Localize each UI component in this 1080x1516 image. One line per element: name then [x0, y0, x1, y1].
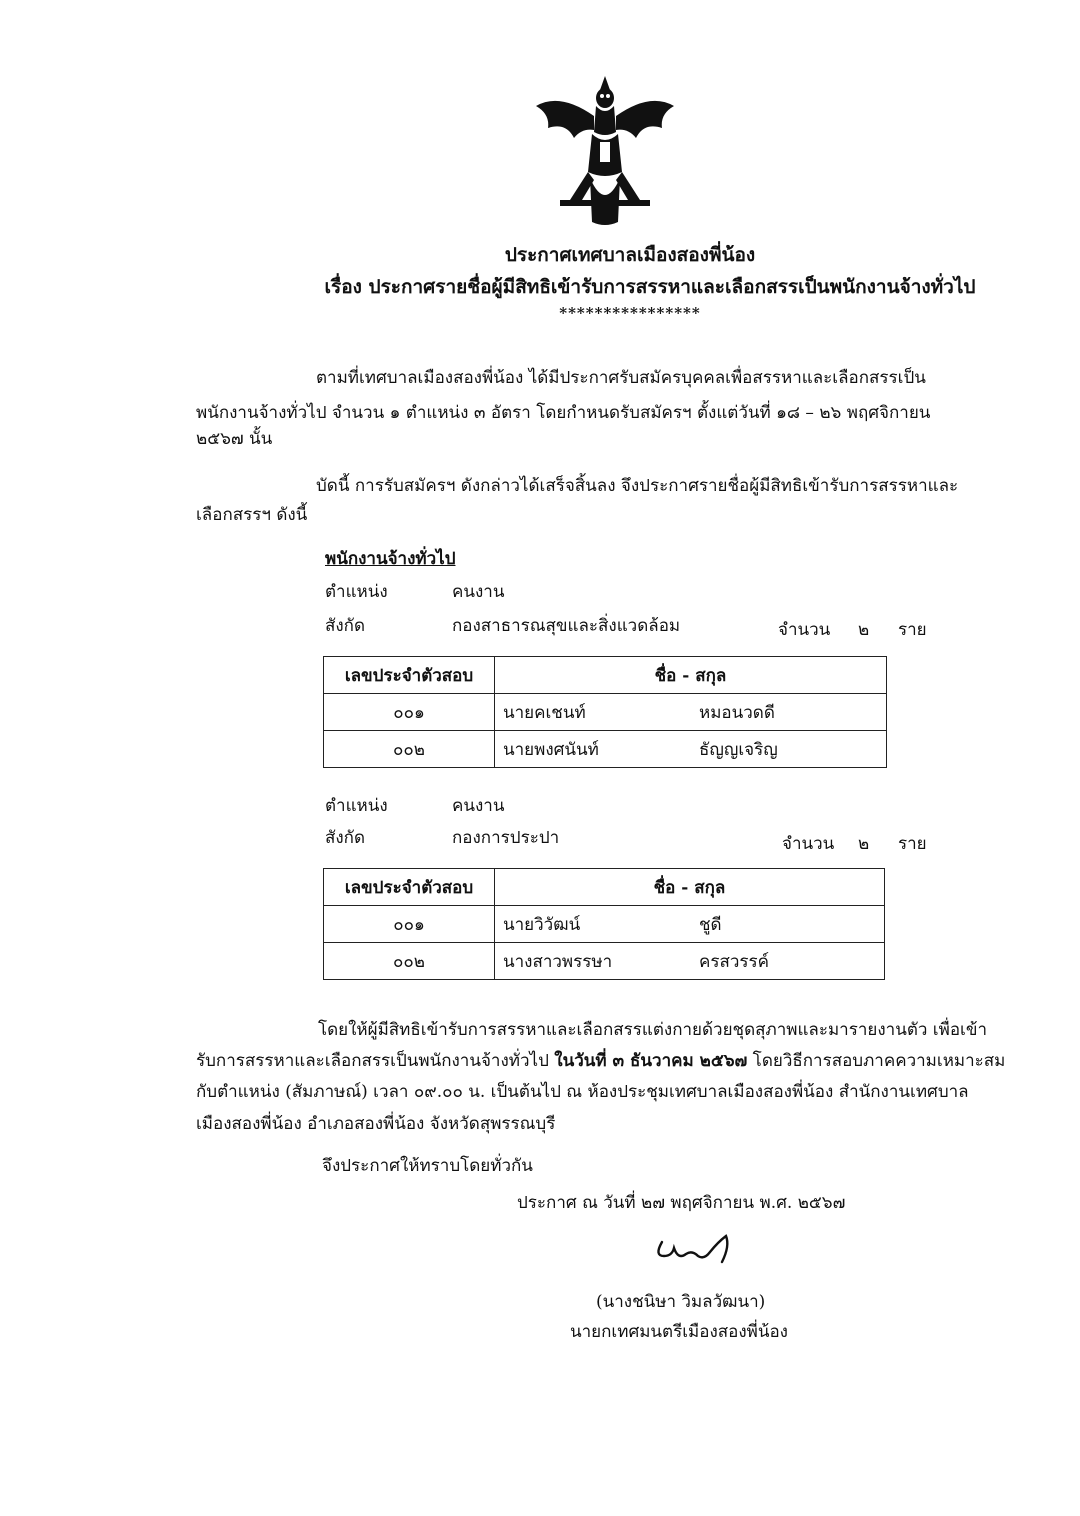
last-name-cell: ธัญญเจริญ: [691, 731, 887, 768]
group2-position-label: ตำแหน่ง: [325, 796, 388, 816]
group2-candidate-table: [323, 868, 885, 980]
announcement-title: ประกาศเทศบาลเมืองสองพี่น้อง: [504, 244, 756, 266]
first-name-cell: นายคเชนท์: [495, 694, 692, 731]
closing-line4: เมืองสองพี่น้อง อำเภอสองพี่น้อง จังหวัดสุพรรณบุรี: [196, 1114, 556, 1134]
table-header-row: [324, 657, 887, 694]
first-name-cell: นางสาวพรรษา: [495, 943, 692, 980]
group2-count-label: จำนวน: [782, 834, 835, 854]
closing-line2-start: รับการสรรหาและเลือกสรรเป็นพนักงานจ้างทั่วไป: [196, 1051, 555, 1071]
group1-affiliation-label: สังกัด: [325, 616, 366, 636]
intro-p1-line3: ๒๕๖๗ นั้น: [196, 429, 273, 449]
section-title: พนักงานจ้างทั่วไป: [325, 549, 456, 569]
group2-position-value: คนงาน: [452, 796, 505, 816]
exam-id-cell: ๐๐๒: [324, 943, 495, 980]
last-name-cell: ชูดี: [691, 906, 885, 943]
exam-id-cell: ๐๐๒: [324, 731, 495, 768]
closing-line1: โดยให้ผู้มีสิทธิเข้ารับการสรรหาและเลือกสรรแต่งกายด้วยชุดสุภาพและมารายงานตัว เพื่อเข้า: [318, 1020, 988, 1040]
announce-date: ประกาศ ณ วันที่ ๒๗ พฤศจิกายน พ.ศ. ๒๕๖๗: [517, 1193, 846, 1213]
table-row: [324, 906, 885, 943]
group2-count-unit: ราย: [898, 834, 927, 854]
announcement-subject: เรื่อง ประกาศรายชื่อผู้มีสิทธิเข้ารับการสรรหาและเลือกสรรเป็นพนักงานจ้างทั่วไป: [324, 276, 976, 298]
exam-id-cell: ๐๐๑: [324, 906, 495, 943]
group1-position-label: ตำแหน่ง: [325, 582, 388, 602]
col-exam-id-header: เลขประจำตัวสอบ: [324, 657, 495, 694]
separator-stars: ****************: [559, 304, 701, 322]
exam-id-cell: ๐๐๑: [324, 694, 495, 731]
group1-position-value: คนงาน: [452, 582, 505, 602]
signature-icon: [652, 1232, 742, 1268]
intro-p1-line1: ตามที่เทศบาลเมืองสองพี่น้อง ได้มีประกาศรับสมัครบุคคลเพื่อสรรหาและเลือกสรรเป็น: [316, 368, 926, 388]
group2-affiliation-value: กองการประปา: [452, 828, 560, 848]
table-header-row: [324, 869, 885, 906]
exam-date-emphasis: ในวันที่ ๓ ธันวาคม ๒๕๖๗: [554, 1051, 748, 1071]
group1-count-label: จำนวน: [778, 620, 831, 640]
closing-line2-end: โดยวิธีการสอบภาคความเหมาะสม: [747, 1051, 1006, 1071]
table-row: [324, 694, 887, 731]
signer-title: นายกเทศมนตรีเมืองสองพี่น้อง: [570, 1322, 788, 1342]
closing-line3: กับตำแหน่ง (สัมภาษณ์) เวลา ๐๙.๐๐ น. เป็นต้นไป ณ ห้องประชุมเทศบาลเมืองสองพี่น้อง สำนักงานเทศบาล: [196, 1082, 969, 1102]
first-name-cell: นายพงศนันท์: [495, 731, 692, 768]
col-name-header: ชื่อ - สกุล: [495, 657, 887, 694]
group2-affiliation-label: สังกัด: [325, 828, 366, 848]
garuda-emblem-icon: [530, 72, 680, 230]
col-name-header: ชื่อ - สกุล: [495, 869, 885, 906]
group1-candidate-table: [323, 656, 887, 768]
announce-line: จึงประกาศให้ทราบโดยทั่วกัน: [322, 1156, 533, 1176]
table-row: [324, 943, 885, 980]
first-name-cell: นายวิวัฒน์: [495, 906, 692, 943]
intro-p2-line2: เลือกสรรฯ ดังนี้: [196, 505, 308, 525]
col-exam-id-header: เลขประจำตัวสอบ: [324, 869, 495, 906]
group1-count-value: ๒: [858, 620, 870, 640]
table-row: [324, 731, 887, 768]
group1-affiliation-value: กองสาธารณสุขและสิ่งแวดล้อม: [452, 616, 681, 636]
intro-p1-line2: พนักงานจ้างทั่วไป จำนวน ๑ ตำแหน่ง ๓ อัตรา โดยกำหนดรับสมัครฯ ตั้งแต่วันที่ ๑๘ – ๒๖ พฤศจิกายน: [196, 403, 931, 423]
intro-p2-line1: บัดนี้ การรับสมัครฯ ดังกล่าวได้เสร็จสิ้นลง จึงประกาศรายชื่อผู้มีสิทธิเข้ารับการสรรหาและ: [316, 476, 959, 496]
group1-count-unit: ราย: [898, 620, 927, 640]
last-name-cell: ครสวรรค์: [691, 943, 885, 980]
last-name-cell: หมอนวดดี: [691, 694, 887, 731]
signer-name: (นางชนิษา วิมลวัฒนา): [596, 1292, 766, 1312]
group2-count-value: ๒: [858, 834, 870, 854]
closing-line2: [196, 1047, 1005, 1074]
